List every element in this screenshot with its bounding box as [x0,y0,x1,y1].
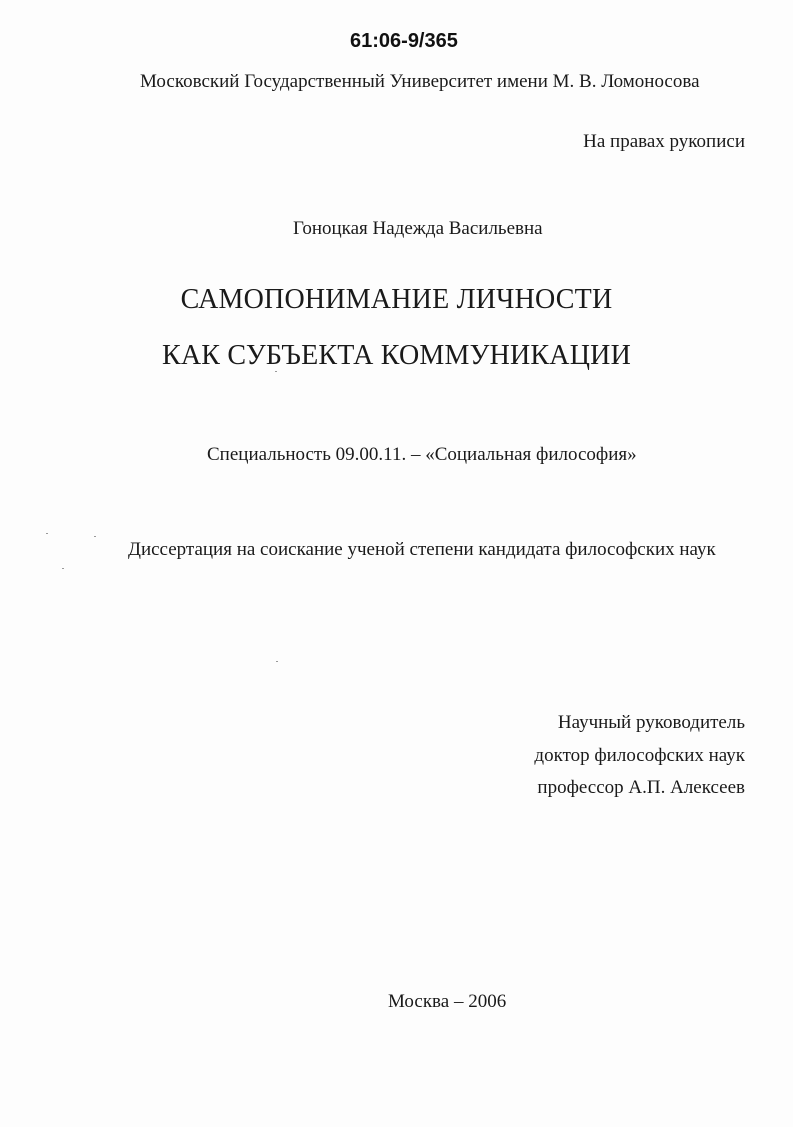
title-line-2: КАК СУБЪЕКТА КОММУНИКАЦИИ [161,340,631,371]
city-year: Москва – 2006 [388,991,507,1012]
scan-speck [46,533,48,534]
supervisor-degree: доктор философских наук [534,745,745,766]
scan-speck [275,371,277,372]
degree-line: Диссертация на соискание ученой степени кандидата философских наук [128,539,716,560]
title-line-1: САМОПОНИМАНИЕ ЛИЧНОСТИ [180,284,613,315]
scan-speck [276,661,278,662]
university-name: Московский Государственный Университет имени М. В. Ломоносова [140,71,700,92]
archive-code: 61:06-9/365 [350,30,458,52]
supervisor-name: профессор А.П. Алексеев [537,777,745,798]
scan-speck [94,536,96,537]
supervisor-role: Научный руководитель [557,712,745,733]
scan-speck [62,568,64,569]
manuscript-note: На правах рукописи [583,131,745,152]
specialty-line: Специальность 09.00.11. – «Социальная философия» [207,444,637,465]
author-name: Гоноцкая Надежда Васильевна [293,218,543,239]
